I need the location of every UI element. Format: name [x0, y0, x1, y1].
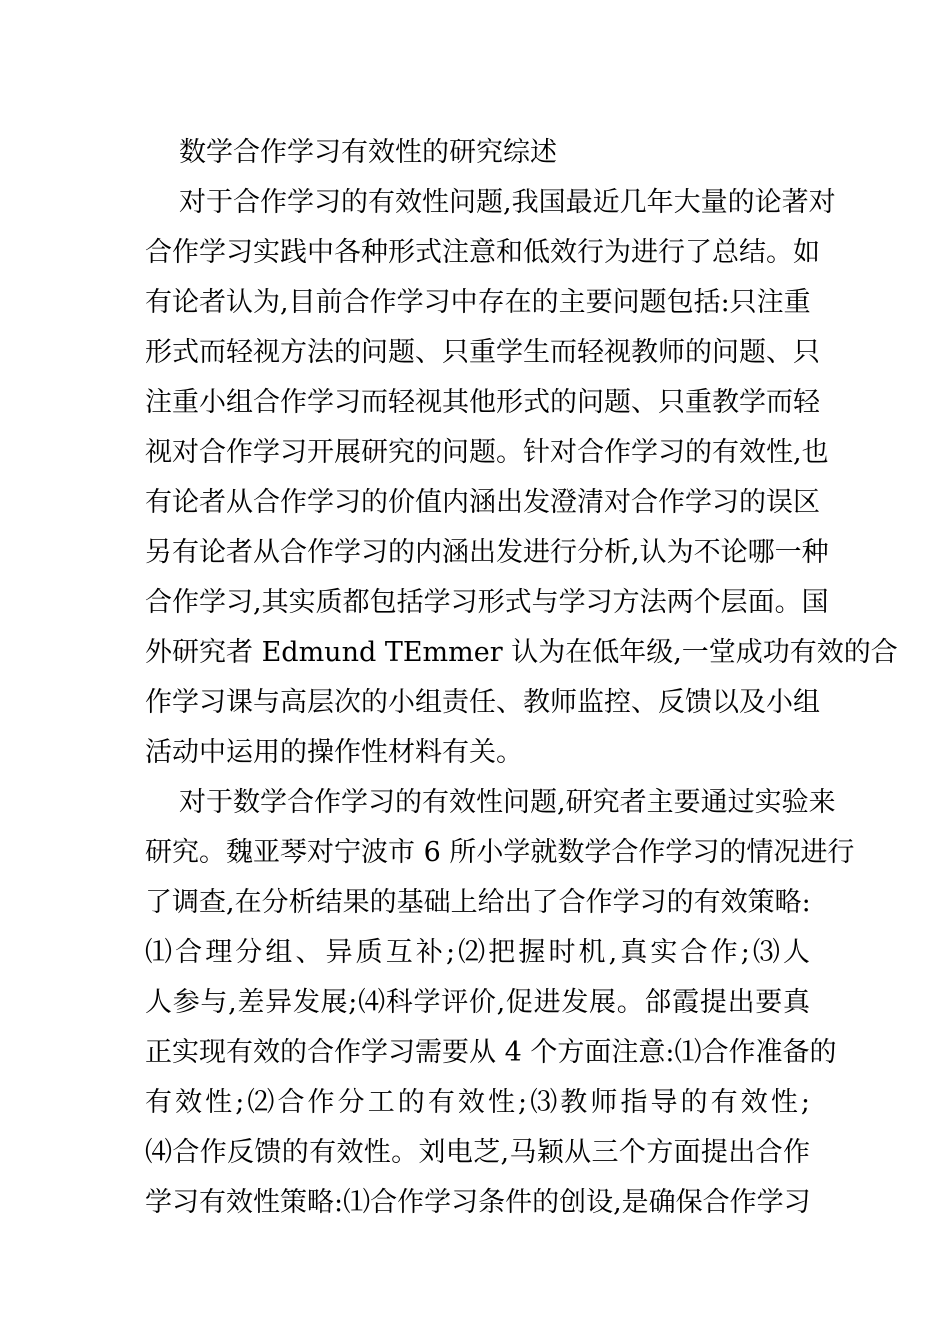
paragraph-2-line-4: ⑴合理分组、异质互补;⑵把握时机,真实合作;⑶人: [145, 937, 810, 968]
paragraph-2-line-3: 了调查,在分析结果的基础上给出了合作学习的有效策略:: [145, 887, 811, 918]
paragraph-1-line-6: 视对合作学习开展研究的问题。针对合作学习的有效性,也: [145, 437, 829, 468]
paragraph-1-line-8: 另有论者从合作学习的内涵出发进行分析,认为不论哪一种: [145, 537, 829, 568]
paragraph-2-line-2: 研究。魏亚琴对宁波市 6 所小学就数学合作学习的情况进行: [145, 837, 855, 868]
paragraph-2-line-7: 有效性;⑵合作分工的有效性;⑶教师指导的有效性;: [145, 1087, 810, 1118]
paragraph-1-line-7: 有论者从合作学习的价值内涵出发澄清对合作学习的误区: [145, 487, 820, 518]
paragraph-1-line-10: 外研究者 Edmund TEmmer 认为在低年级,一堂成功有效的合: [145, 637, 898, 668]
paragraph-1-line-3: 有论者认为,目前合作学习中存在的主要问题包括:只注重: [145, 287, 811, 318]
document-title: 数学合作学习有效性的研究综述: [179, 137, 557, 168]
paragraph-1-line-1: 对于合作学习的有效性问题,我国最近几年大量的论著对: [179, 187, 836, 218]
paragraph-2-line-8: ⑷合作反馈的有效性。刘电芝,马颖从三个方面提出合作: [145, 1137, 810, 1168]
paragraph-1-line-5: 注重小组合作学习而轻视其他形式的问题、只重教学而轻: [145, 387, 820, 418]
paragraph-1-line-11: 作学习课与高层次的小组责任、教师监控、反馈以及小组: [145, 687, 820, 718]
paragraph-1-line-4: 形式而轻视方法的问题、只重学生而轻视教师的问题、只: [145, 337, 820, 368]
paragraph-2-line-1: 对于数学合作学习的有效性问题,研究者主要通过实验来: [179, 787, 836, 818]
paragraph-1-line-12: 活动中运用的操作性材料有关。: [145, 737, 523, 768]
paragraph-2-line-5: 人参与,差异发展;⑷科学评价,促进发展。郃霞提出要真: [145, 987, 810, 1018]
paragraph-2-line-6: 正实现有效的合作学习需要从 4 个方面注意:⑴合作准备的: [145, 1037, 837, 1068]
paragraph-2-line-9: 学习有效性策略:⑴合作学习条件的创设,是确保合作学习: [145, 1187, 811, 1218]
paragraph-1-line-2: 合作学习实践中各种形式注意和低效行为进行了总结。如: [145, 237, 820, 268]
paragraph-1-line-9: 合作学习,其实质都包括学习形式与学习方法两个层面。国: [145, 587, 829, 618]
